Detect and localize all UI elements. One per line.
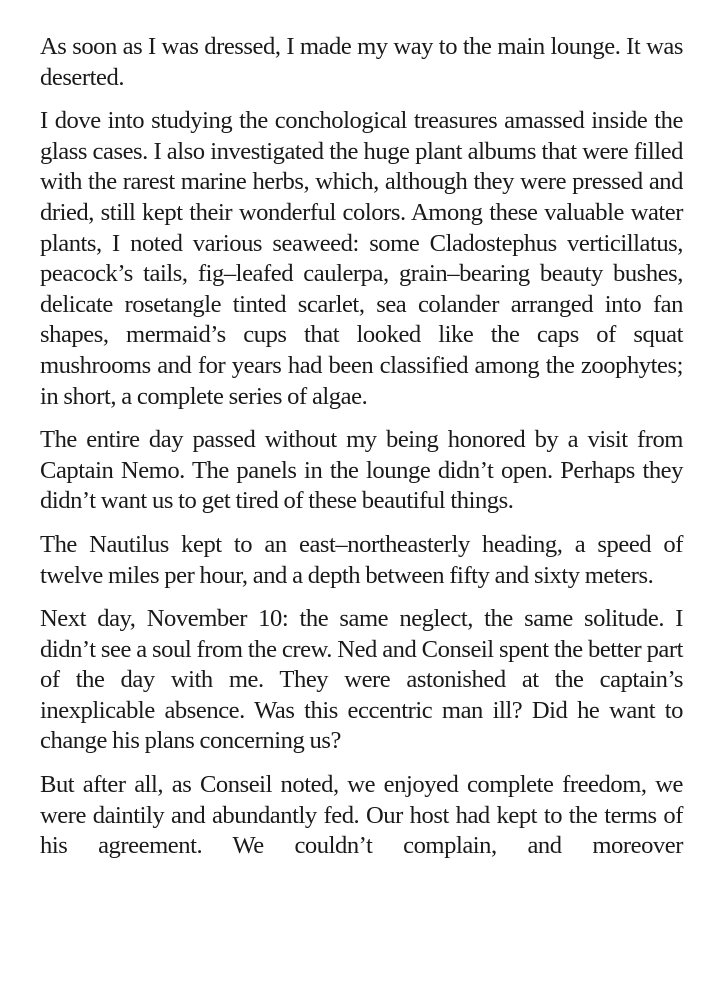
paragraph-november-10: Next day, November 10: the same neglect, the same solitude. I didn’t see a soul from the crew. Ned and Conseil spent the better part of the day with me. They were astonished at the captain’s inexplicable absence. Was this eccentric man ill? Did he want to change his plans concerning us? xyxy=(40,605,683,755)
paragraph-freedom: But after all, as Conseil noted, we enjoyed complete freedom, we were daintily and abundantly fed. Our host had kept to the terms of his agreement. We couldn’t complain, and moreover xyxy=(40,771,683,860)
book-page xyxy=(40,32,683,875)
paragraph-lounge: As soon as I was dressed, I made my way to the main lounge. It was deserted. xyxy=(40,33,683,91)
paragraph-seaweed: I dove into studying the conchological treasures amassed inside the glass cases. I also investigated the huge plant albums that were filled with the rarest marine herbs, which, although they were pressed and dried, still kept their wonderful colors. Among these valuable water plants, I noted various seaweed: some Cladostephus verticillatus, peacock’s tails, fig–leafed caulerpa, grain–bearing beauty bushes, delicate rosetangle tinted scarlet, sea colander arranged into fan shapes, mermaid’s cups that looked like the caps of squat mushrooms and for years had been classified among the zoophytes; in short, a complete series of algae. xyxy=(40,107,683,410)
paragraph-captain-absent: The entire day passed without my being honored by a visit from Captain Nemo. The panels in the lounge didn’t open. Perhaps they didn’t want us to get tired of these beautiful things. xyxy=(40,426,683,515)
paragraph-heading: The Nautilus kept to an east–northeasterly heading, a speed of twelve miles per hour, and a depth between fifty and sixty meters. xyxy=(40,530,683,589)
